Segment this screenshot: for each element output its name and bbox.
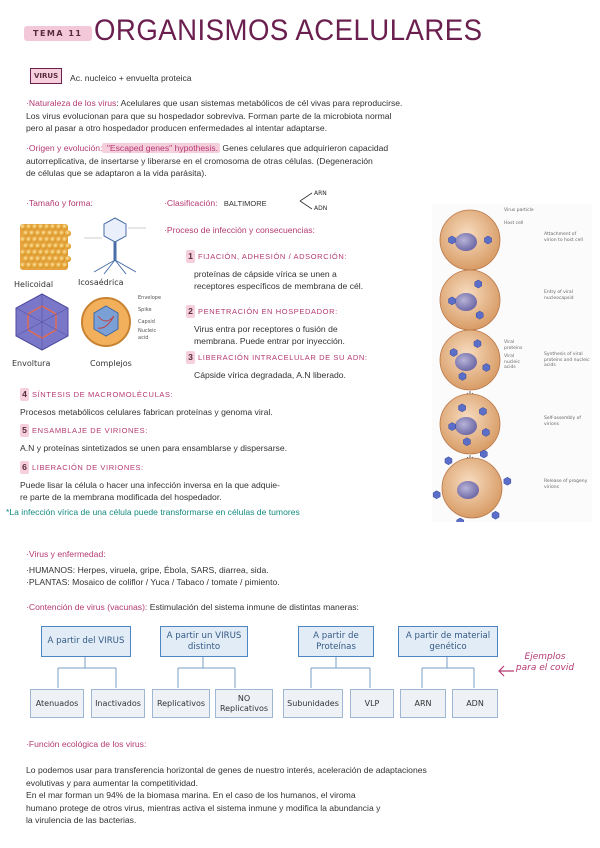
vaccine-subunidades: Subunidades — [283, 689, 343, 718]
step-4 — [20, 388, 440, 418]
vaccine-top-genetico: A partir de material genético — [398, 626, 498, 657]
step-3-text1: Cápside vírica degradada, A.N liberado. — [194, 369, 346, 380]
vaccine-top-virus: A partir del VIRUS — [41, 626, 131, 657]
step-6-title: LIBERACIÓN DE VIRIONES: — [32, 463, 144, 472]
funcion-section — [26, 764, 591, 827]
tamano-label: ·Tamaño y forma: — [26, 198, 93, 208]
step-5-text1: A.N y proteínas sintetizados se unen para ensamblarse y dispersarse. — [20, 442, 288, 453]
step-5-number: 5 — [20, 424, 29, 437]
covid-note: Ejemplos para el covid — [515, 652, 575, 673]
vaccine-no-replicativos: NO Replicativos — [215, 689, 273, 718]
step-4-title: SÍNTESIS DE MACROMOLÉCULAS: — [32, 390, 174, 399]
step-3-title: LIBERACIÓN INTRACELULAR DE SU ADN: — [198, 353, 368, 362]
vaccine-adn: ADN — [452, 689, 498, 718]
vaccine-inactivados: Inactivados — [91, 689, 145, 718]
virus-definition: Ac. nucleico + envuelta proteica — [70, 73, 192, 83]
enfermedad-plantas: ·PLANTAS: Mosaico de coliflor / Yuca / Tabaco / tomate / pimiento. — [26, 577, 280, 587]
arrow-left-icon — [496, 664, 516, 678]
part-spike: Spike — [138, 307, 152, 313]
diag-label-7: Synthesis of viral proteins and nucleic acids — [544, 352, 590, 368]
topic-tag: TEMA 11 — [24, 26, 92, 41]
enveloped-icosahedral-image — [10, 292, 74, 352]
step-6-number: 6 — [20, 461, 29, 474]
origen-section — [26, 142, 586, 180]
diag-label-6: Viral nucleic acids — [504, 354, 520, 370]
part-envelope: Envelope — [138, 295, 162, 301]
step-4-number: 4 — [20, 388, 29, 401]
clasificacion-adn: ADN — [314, 205, 328, 212]
tumor-note: *La infección vírica de una célula puede transformarse en células de tumores — [6, 507, 300, 517]
label-icosaedrica: Icosaédrica — [78, 278, 124, 287]
vaccine-arn: ARN — [400, 689, 446, 718]
origen-text2: autorreplicativa, de insertarse y liberarse en el cromosoma de otras células. (Degeneración — [26, 155, 373, 166]
step-1 — [186, 250, 426, 293]
step-2-text2: membrana. Puede entrar por inyección. — [194, 336, 345, 346]
clasificacion-name: BALTIMORE — [223, 199, 267, 208]
part-nucleic-acid: Nucleic acid — [138, 328, 157, 341]
step-1-text2: receptores específicos de membrana de cél. — [194, 281, 364, 291]
funcion-p4: humano protege de otros virus, mientras activa el sistema inmune y modifica la abundancia y — [26, 802, 381, 813]
complex-virus-image — [78, 292, 140, 352]
funcion-label: ·Función ecológica de los virus: — [26, 739, 147, 749]
step-5-title: ENSAMBLAJE DE VIRIONES: — [32, 426, 148, 435]
naturaleza-text1: : Acelulares que usan sistemas metabólicos de cél vivas para reproducirse. — [116, 98, 403, 108]
naturaleza-text2: Los virus evolucionan para que su hospedador sobreviva. Forman parte de la microbiota normal — [26, 110, 392, 121]
funcion-p2: evolutivas y para aumentar la competitividad. — [26, 777, 198, 788]
step-3 — [186, 351, 426, 381]
funcion-p3: En el mar forman un 94% de la biomasa marina. En el caso de los humanos, el viroma — [26, 790, 356, 800]
enfermedad-section — [26, 548, 586, 589]
diag-label-5: Viral proteins — [504, 340, 523, 351]
page-title: ORGANISMOS ACELULARES — [94, 14, 483, 47]
funcion-p1: Lo podemos usar para transferencia horizontal de genes de nuestro interés, aceleración de adaptaciones — [26, 765, 427, 775]
vaccine-atenuados: Atenuados — [30, 689, 84, 718]
virus-tag: VIRUS — [30, 68, 62, 84]
clasificacion-arn: ARN — [314, 190, 327, 197]
label-envoltura: Envoltura — [12, 359, 51, 368]
step-3-number: 3 — [186, 351, 195, 364]
diag-label-3: Attachment of virion to host cell — [544, 232, 583, 243]
part-capsid: Capsid — [138, 319, 155, 325]
helical-virus-image — [12, 214, 74, 276]
diag-label-4: Entry of viral nucleocapsid — [544, 290, 574, 301]
vaccine-vlp: VLP — [350, 689, 394, 718]
vaccine-replicativos: Replicativos — [152, 689, 210, 718]
diag-label-8: Self-assembly of virions — [544, 416, 581, 427]
step-2-number: 2 — [186, 305, 195, 318]
clasificacion — [164, 197, 267, 211]
origen-text3: de células que se adaptaron a la vida parásita). — [26, 168, 207, 178]
step-1-title: FIJACIÓN, ADHESIÓN / ADSORCIÓN: — [198, 252, 348, 261]
proceso-label: ·Proceso de infección y consecuencias: — [164, 225, 315, 235]
contencion-text: Estimulación del sistema inmune de distintas maneras: — [147, 602, 359, 612]
funcion-p5: la virulencia de las bacterias. — [26, 815, 137, 825]
clasificacion-label: ·Clasificación: — [164, 198, 218, 208]
label-complejos: Complejos — [90, 359, 132, 368]
step-1-text1: proteínas de cápside vírica se unen a — [194, 268, 337, 279]
bacteriophage-image — [80, 214, 150, 278]
step-5 — [20, 424, 440, 454]
step-6-text1: Puede lisar la célula o hacer una infección inversa en la que adquie- — [20, 479, 280, 490]
step-4-text1: Procesos metabólicos celulares fabrican proteínas y genoma viral. — [20, 406, 273, 417]
vaccine-top-proteinas: A partir de Proteínas — [298, 626, 374, 657]
diag-label-9: Release of progeny virions — [544, 479, 588, 490]
step-1-number: 1 — [186, 250, 195, 263]
enfermedad-label: ·Virus y enfermedad: — [26, 549, 106, 559]
origen-text1: Genes celulares que adquirieron capacidad — [220, 143, 389, 153]
step-6-text2: re parte de la membrana modificada del hospedador. — [20, 492, 222, 502]
step-2 — [186, 305, 426, 348]
vaccine-top-virus-distinto: A partir un VIRUS distinto — [160, 626, 248, 657]
naturaleza-section — [26, 97, 586, 135]
diag-label-2: Host cell — [504, 221, 524, 226]
step-2-text1: Virus entra por receptores o fusión de — [194, 323, 338, 334]
enfermedad-humanos: ·HUMANOS: Herpes, viruela, gripe, Ébola, SARS, diarrea, sida. — [26, 564, 269, 575]
label-helicoidal: Helicoidal — [14, 280, 54, 289]
step-2-title: PENETRACIÓN EN HOSPEDADOR: — [198, 307, 338, 316]
origen-label: ·Origen y evolución: — [26, 143, 103, 153]
origen-quote: "Escaped genes" hypothesis. — [104, 143, 219, 153]
contencion-section — [26, 601, 596, 614]
naturaleza-label: ·Naturaleza de los virus — [26, 98, 117, 108]
diag-label-1: Virus particle — [504, 208, 534, 213]
virus-parts — [138, 292, 162, 342]
infection-diagram — [432, 204, 592, 522]
contencion-label: ·Contención de virus (vacunas): — [26, 602, 148, 612]
step-6 — [20, 461, 440, 504]
naturaleza-text3: pero al pasar a otro hospedador producen enfermedades al intentar adaptarse. — [26, 123, 327, 133]
